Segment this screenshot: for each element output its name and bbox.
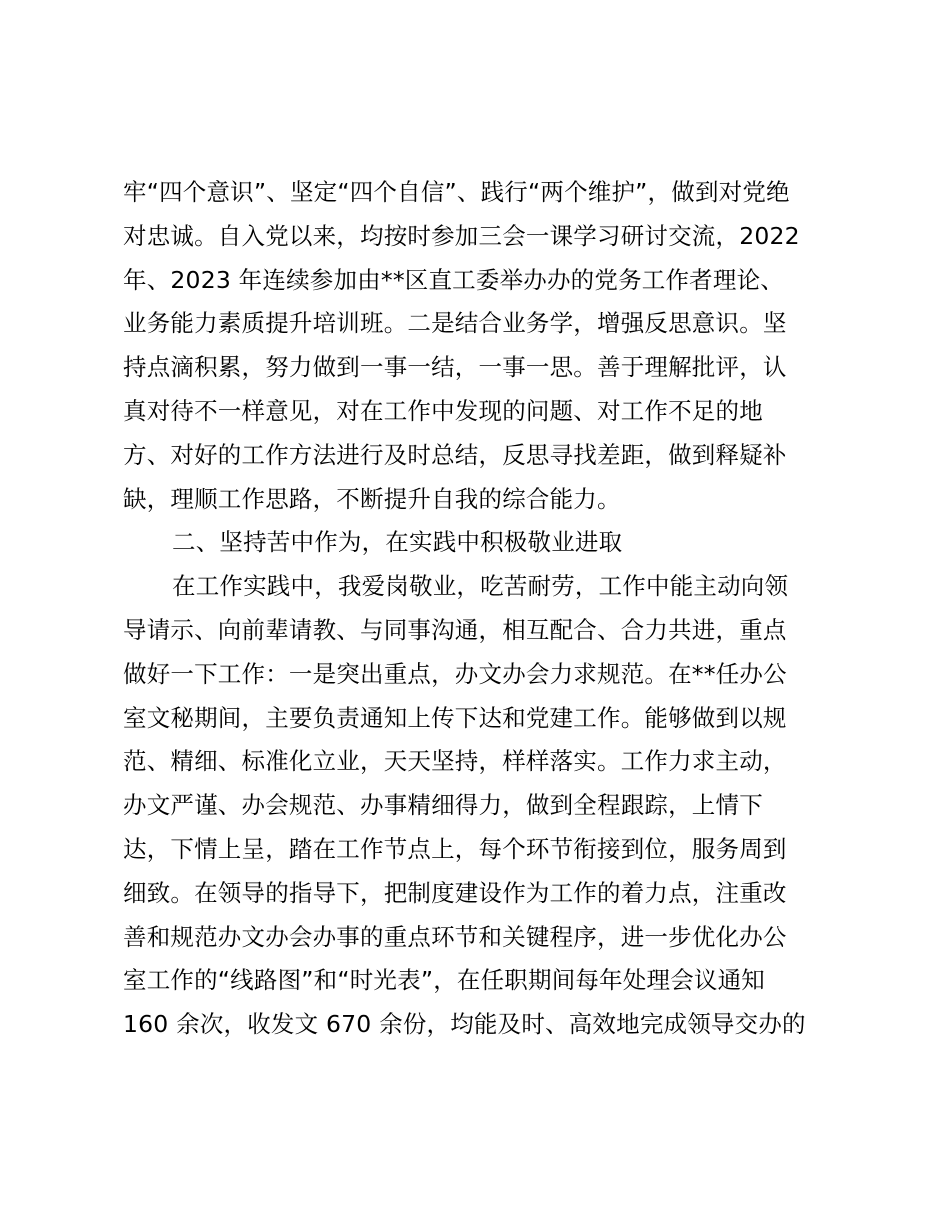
- text-line: 导请示、向前辈请教、与同事沟通，相互配合、合力共进，重点: [123, 615, 787, 644]
- text-line: 室文秘期间，主要负责通知上传下达和党建工作。能够做到以规: [123, 703, 787, 732]
- text-line: 在工作实践中，我爱岗敬业，吃苦耐劳，工作中能主动向领: [172, 572, 789, 601]
- text-line: 方、对好的工作方法进行及时总结，反思寻找差距，做到释疑补: [123, 440, 787, 469]
- text-line: 细致。在领导的指导下，把制度建设作为工作的着力点，注重改: [123, 878, 787, 907]
- text-line: 业务能力素质提升培训班。二是结合业务学，增强反思意识。坚: [123, 309, 787, 338]
- text-line: 牢“四个意识”、坚定“四个自信”、践行“两个维护”，做到对党绝: [123, 178, 790, 206]
- text-line: 真对待不一样意见，对在工作中发现的问题、对工作不足的地: [123, 396, 763, 425]
- text-line: 160 余次，收发文 670 余份，均能及时、高效地完成领导交办的: [123, 1010, 806, 1039]
- text-line: 做好一下工作：一是突出重点，办文办会力求规范。在**任办公: [123, 659, 787, 688]
- text-line: 达，下情上呈，踏在工作节点上，每个环节衔接到位，服务周到: [123, 834, 787, 863]
- text-line: 年、2023 年连续参加由**区直工委举办办的党务工作者理论、: [123, 265, 784, 294]
- text-line: 对忠诚。自入党以来，均按时参加三会一课学习研讨交流，2022: [123, 221, 800, 250]
- text-line: 善和规范办文办会办事的重点环节和关键程序，进一步优化办公: [123, 922, 787, 951]
- document-body: [123, 171, 843, 1047]
- text-line: 缺，理顺工作思路，不断提升自我的综合能力。: [123, 484, 621, 513]
- text-line: 办文严谨、办会规范、办事精细得力，做到全程跟踪，上情下: [123, 791, 763, 820]
- text-line: 范、精细、标准化立业，天天坚持，样样落实。工作力求主动，: [123, 747, 787, 776]
- text-line: 室工作的“线路图”和“时光表”，在任职期间每年处理会议通知: [123, 966, 765, 995]
- text-line: 持点滴积累，努力做到一事一结，一事一思。善于理解批评，认: [123, 353, 787, 382]
- section-heading: 二、坚持苦中作为，在实践中积极敬业进取: [172, 528, 623, 557]
